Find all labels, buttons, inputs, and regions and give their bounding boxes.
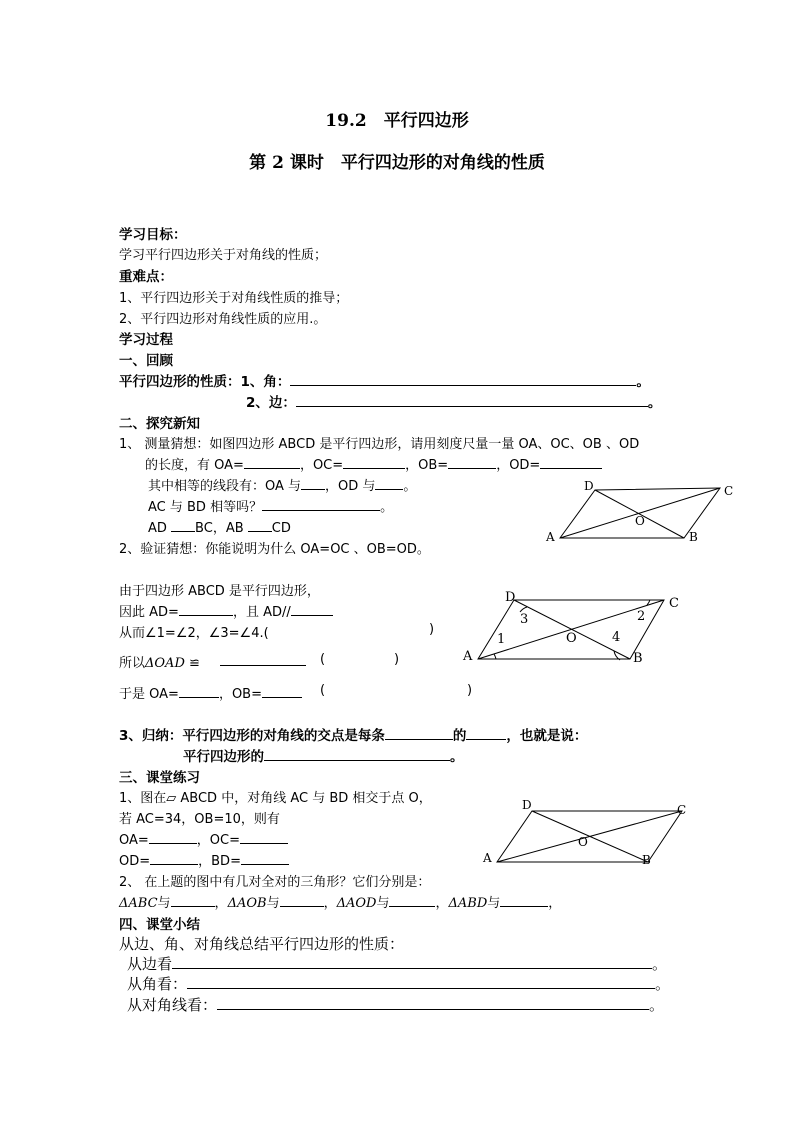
page-title: 19.2 平行四边形 [325,111,469,131]
sep-4: ， [548,896,562,911]
summary3-line2-label: 平行四边形的 [183,749,264,765]
review-heading: 一、回顾 [119,353,173,369]
review-line1-end: 。 [636,374,650,390]
proof-oa-label: 于是 OA= [119,687,179,702]
q1-ab-label: BC，AB [195,521,244,536]
fig2-angle-1-arc [494,654,496,659]
explore-q2: 2、验证猜想：你能说明为什么 OA=OC 、OB=OD。 [119,542,430,557]
q1-line4-end: 。 [380,500,394,515]
practice-q2: 2、 在上题的图中有几对全对的三角形？它们分别是： [119,875,431,890]
practice-bd-label: ，BD= [198,854,241,869]
fig3-label-b: B [642,853,651,867]
fig3-label-a: A [483,851,492,865]
q1-equal-label: 其中相等的线段有：OA 与 [148,479,302,494]
q1-od-with-label: ，OD 与 [325,479,376,494]
proof-ad-eq-label: 因此 AD= [119,605,179,620]
conclusion-angles-label: 从角看： [127,975,188,993]
proof-line-3-end: ) [429,622,435,637]
practice-oa-label: OA= [119,833,149,848]
proof-line-1: 由于四边形 ABCD 是平行四边形， [119,584,320,599]
proof-triangle-oad: ΔOAD [145,656,185,671]
practice-heading: 三、课堂练习 [119,770,200,786]
goals-heading: 学习目标： [119,227,187,243]
fig2-label-d: D [505,590,516,605]
q1-ac-bd-label: AC 与 BD 相等吗？ [148,500,263,515]
review-line2-end: 。 [647,395,662,411]
conclusion-sides-label: 从边看 [127,955,173,973]
fig2-angle-1: 1 [497,632,506,647]
conclusion-sides-end: 。 [652,955,668,973]
conclusion-diagonals-label: 从对角线看： [127,996,218,1014]
fig2-label-b: B [633,651,643,666]
summary3-line2-end: 。 [450,749,464,765]
tri-abc-with: 与 [157,896,171,911]
summary3-of: 的 [452,728,467,744]
key-points-heading: 重难点： [119,269,173,285]
explore-q1-line1: 1、 测量猜想：如图四边形 ABCD 是平行四边形，请用刻度尺量一量 OA、OC、OB 、OD [119,437,640,452]
proof-line-5-close: ) [467,683,473,698]
conclusion-heading: 四、课堂小结 [119,917,200,933]
fig3-label-c: C [677,803,687,817]
tri-aob-with: 与 [266,896,280,911]
review-line1-label: 平行四边形的性质：1、角： [119,374,291,390]
fig2-angle-4: 4 [612,630,621,645]
tri-abd-with: 与 [487,896,501,911]
tri-abc: ΔABC [119,896,158,911]
practice-q1-line2: 若 AC=34，OB=10，则有 [119,812,280,827]
fig1-label-d: D [584,479,594,493]
q1-ob-label: ，OB= [405,458,449,473]
q1-ad-label: AD [148,521,167,536]
summary3-that-is: ，也就是说： [506,728,588,744]
practice-od-label: OD= [119,854,151,869]
goals-text: 学习平行四边形关于对角线的性质； [119,248,328,263]
summary3-intro: 3、归纳：平行四边形的对角线的交点是每条 [119,728,385,744]
key-point-2: 2、平行四边形对角线性质的应用.。 [119,312,327,327]
practice-oc-label: ，OC= [196,833,240,848]
proof-line-4-close: ) [394,652,400,667]
conclusion-angles-end: 。 [655,975,671,993]
fig2-label-a: A [463,649,473,664]
tri-aod-with: 与 [376,896,390,911]
fig3-label-d: D [522,798,532,812]
proof-so-label: 所以 [119,656,146,671]
fig1-label-b: B [689,530,698,544]
sep-3: ， [435,896,449,911]
page-subtitle: 第 2 课时 平行四边形的对角线的性质 [249,153,545,173]
q1-cd-label: CD [271,521,291,536]
proof-angles-text: 从而∠1=∠2，∠3=∠4.( [119,626,269,641]
q1-oa-label: 的长度，有 OA= [145,458,244,473]
proof-line-5-open: ( [320,683,326,698]
review-line2-label: 2、边： [246,395,296,411]
fig2-label-o: O [566,631,577,646]
fig3-label-o: O [578,835,588,849]
sep-1: ， [214,896,228,911]
fig2-angle-3: 3 [520,612,529,627]
q1-od-label: ，OD= [496,458,541,473]
conclusion-diagonals-end: 。 [649,996,665,1014]
explore-heading: 二、探究新知 [119,416,200,432]
tri-aob: ΔAOB [227,896,267,911]
proof-ad-parallel-label: ，且 AD// [232,605,291,620]
tri-abd: ΔABD [448,896,488,911]
proof-congruent-sign: ≌ [189,656,200,671]
fig2-angle-2: 2 [637,609,646,624]
q1-line3-end: 。 [403,479,417,494]
key-point-1: 1、平行四边形关于对角线性质的推导； [119,291,349,306]
tri-aod: ΔAOD [336,896,377,911]
proof-line-4-open: ( [320,652,326,667]
fig1-label-c: C [724,484,734,498]
conclusion-intro: 从边、角、对角线总结平行四边形的性质： [119,935,405,953]
fig3-diagonal-bd [532,811,648,862]
sep-2: ， [323,896,337,911]
fig2-label-c: C [669,596,679,611]
proof-ob-label: ，OB= [218,687,262,702]
fig1-label-a: A [546,530,555,544]
process-heading: 学习过程 [119,332,173,348]
q1-oc-label: ，OC= [299,458,344,473]
practice-q1-line1: 1、图在▱ ABCD 中，对角线 AC 与 BD 相交于点 O， [119,791,432,806]
fig1-label-o: O [635,514,645,528]
